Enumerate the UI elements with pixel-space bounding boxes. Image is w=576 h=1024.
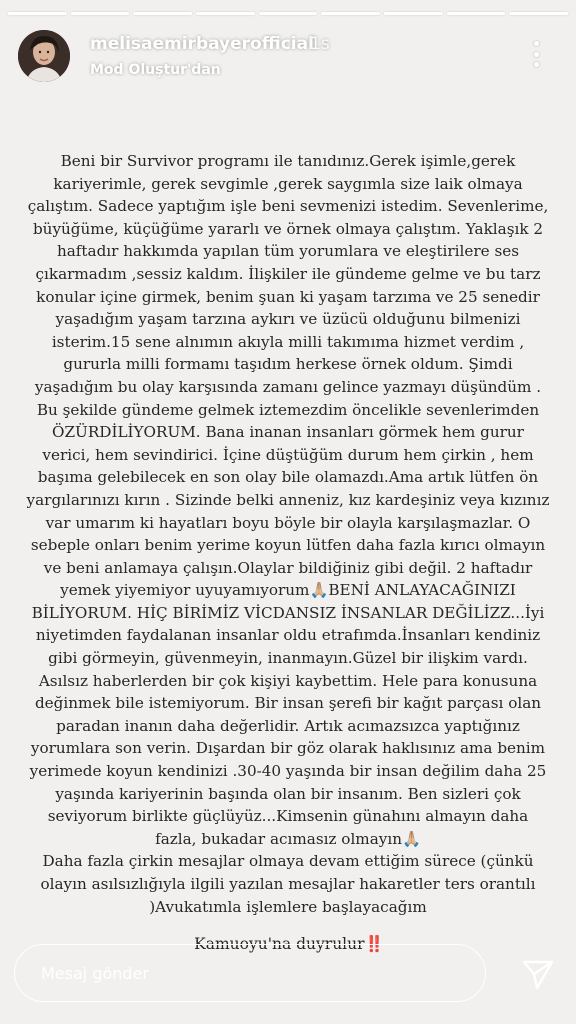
story-paragraph: [26, 150, 550, 850]
more-dot: [534, 62, 539, 67]
praying-hands-emoji: 🙏🏼: [309, 581, 329, 600]
progress-segment: [196, 12, 255, 15]
story-header: [18, 28, 564, 84]
profile-photo-icon: [18, 30, 70, 82]
message-input[interactable]: [39, 945, 463, 1002]
story-progress-bar: [8, 12, 568, 15]
announcement-text: Kamuoyu'na duyrulur: [194, 935, 365, 953]
send-icon-graphic: [518, 954, 558, 994]
story-paragraph-text: Beni bir Survivor programı ile tanıdınız.Gerek işimle,gerek kariyerimle, gerek sevgimle ,gerek saygımla size laik olmaya çalıştım. Sadece yaptığım işle beni sevmenizi istedim. Sevenlerime, büyüğüme, küçüğüme yararlı ve örnek olmaya çalıştım. Yaklaşık 2 haftadır hakkımda yapılan tüm yorumlara ve eleştirilere ses çıkarmadım ,sessiz kaldım. İlişkiler ile gündeme gelme ve bu tarz konular içine girmek, benim şuan ki yaşam tarzıma ve 25 senedir yaşadığım yaşam tarzına aykırı ve üzücü olduğunu bilmenizi isterim.15 sene alnımın akıyla milli takımıma hizmet verdim , gururla milli formamı taşıdım herkese örnek oldum. Şimdi yaşadığım bu olay karşısında zamanı gelince yazmayı düşündüm . Bu şekilde gündeme gelmek iztemezdim öncelikle sevenlerimden ÖZÜRDİLİYORUM. Bana inanan insanları görmek hem gurur verici, hem sevindirici. İçine düştüğüm durum hem çirkin , hem başıma gelebilecek en son olay bile olamazdı.Ama artık lütfen ön yargılarınızı kırın . Sizinde belki anneniz, kız kardeşiniz veya kızınız var umarım ki hayatları boyu böyle bir olayla karşılaşmazlar. O sebeple onları benim yerime koyun lütfen daha fazla kırıcı olmayın ve beni anlamaya çalışın.Olaylar bildiğiniz gibi değil. 2 haftadır yemek yiyemiyor uyuyamıyorum: [26, 152, 550, 600]
post-time: 1s: [310, 34, 330, 54]
progress-segment: [321, 12, 380, 15]
more-dot: [534, 52, 539, 57]
story-paragraph: Daha fazla çirkin mesajlar olmaya devam ettiğim sürece (çünkü olayın asılsızlığıyla ilgili yazılan mesajlar hakaretler ters orantılı )Avukatımla işlemlere başlayacağım: [40, 852, 536, 916]
message-box[interactable]: [14, 944, 486, 1002]
progress-segment: [133, 12, 192, 15]
more-vertical-icon[interactable]: [528, 38, 544, 70]
progress-segment: [509, 12, 568, 15]
praying-hands-emoji: 🙏🏼: [401, 829, 421, 848]
avatar[interactable]: [18, 30, 70, 82]
send-icon[interactable]: [518, 954, 558, 994]
progress-segment: [71, 12, 130, 15]
progress-segment: [259, 12, 318, 15]
story-text: [26, 150, 550, 918]
username[interactable]: melisaemirbayerofficial: [90, 34, 314, 54]
more-dot: [534, 41, 539, 46]
progress-segment: [8, 12, 67, 15]
story-paragraph-text: BENİ ANLAYACAĞINIZI BİLİYORUM. HİÇ BİRİMİZ VİCDANSIZ İNSANLAR DEĞİLİZZ...İyi niyetimden faydalanan insanlar oldu etrafımda.İnsanları kendiniz gibi görmeyin, güvenmeyin, inanmayın.Güzel bir ilişkim vardı. Asılsız haberlerden bir çok kişiyi kaybettim. Hele para konusuna değinmek bile istemiyorum. Bir insan şerefi bir kağıt parçası olan paradan inanın daha değerlidir. Artık acımazsızca yaptığınız yorumlara son verin. Dışardan bir göz olarak haklısınız ama benim yerimede koyun kendinizi .30-40 yaşında bir insan değilim daha 25 yaşında kariyerinin başında olan bir insanım. Ben sizleri çok seviyorum birlikte güçlüyüz...Kimsenin günahını almayın daha fazla, bukadar acımasız olmayın: [29, 581, 547, 848]
progress-segment: [447, 12, 506, 15]
double-exclamation-emoji: ‼️: [364, 935, 382, 953]
progress-segment: [384, 12, 443, 15]
story-source-label[interactable]: Mod Oluştur'dan: [90, 62, 221, 78]
